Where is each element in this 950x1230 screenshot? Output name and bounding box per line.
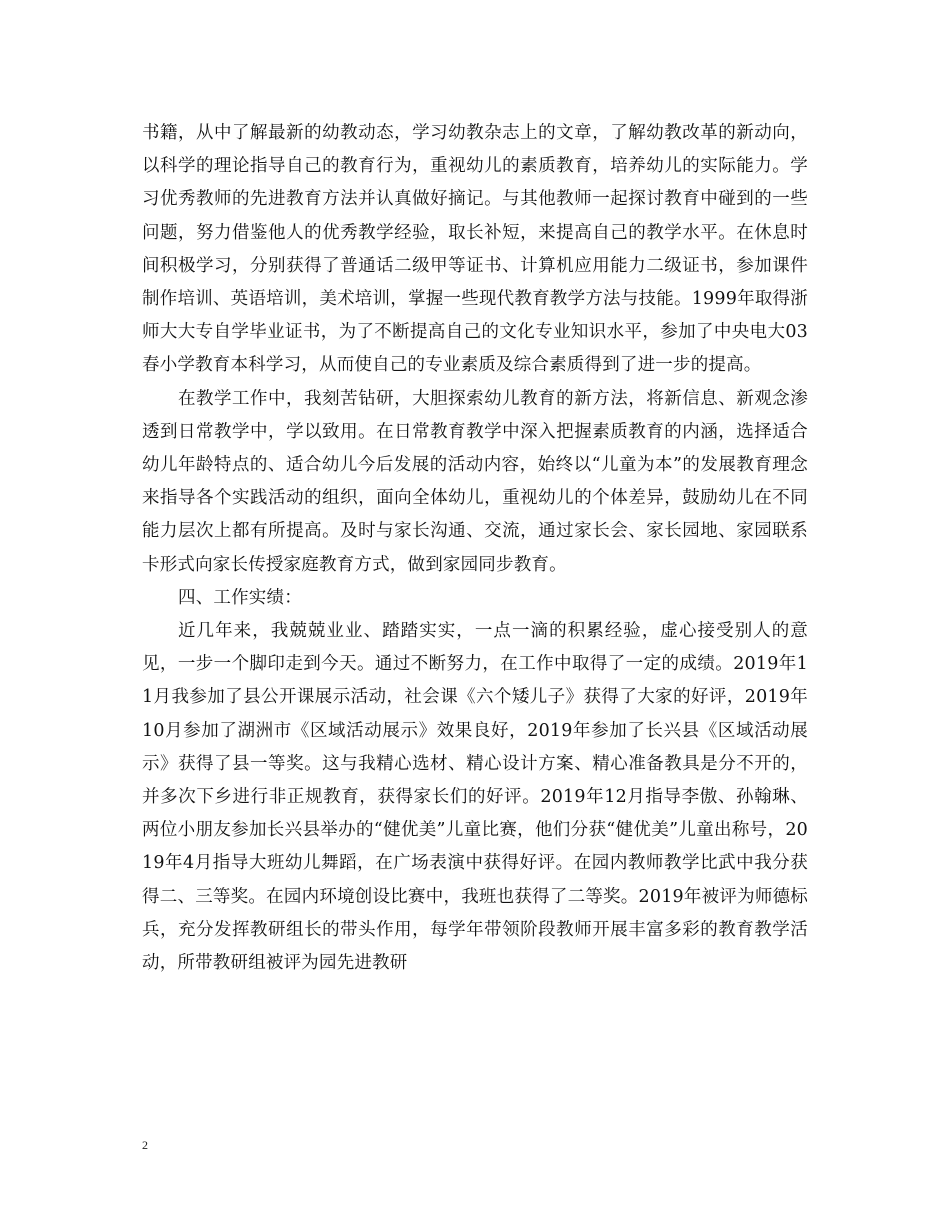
section-heading-achievements: 四、工作实绩： — [178, 587, 302, 608]
paragraph-continuation-study: 书籍，从中了解最新的幼教动态，学习幼教杂志上的文章，了解幼教改革的新动向，以科学的理论指导自己的教育行为，重视幼儿的素质教育，培养幼儿的实际能力。学习优秀教师的先进教育方法并认真做好摘记。与其他教师一起探讨教育中碰到的一些问题，努力借鉴他人的优秀教学经验，取长补短，来提高自己的教学水平。在休息时间积极学习，分别获得了普通话二级甲等证书、计算机应用能力二级证书，参加课件制作培训、英语培训，美术培训，掌握一些现代教育教学方法与技能。1999年取得浙师大大专自学毕业证书，为了不断提高自己的文化专业知识水平，参加了中央电大03春小学教育本科学习，从而使自己的专业素质及综合素质得到了进一步的提高。 — [142, 123, 808, 376]
paragraph-achievements: 近几年来，我兢兢业业、踏踏实实，一点一滴的积累经验，虚心接受别人的意见，一步一个脚印走到今天。通过不断努力，在工作中取得了一定的成绩。2019年11月我参加了县公开课展示活动，社会课《六个矮儿子》获得了大家的好评，2019年10月参加了湖洲市《区域活动展示》效果良好，2019年参加了长兴县《区域活动展示》获得了县一等奖。这与我精心选材、精心设计方案、精心准备教具是分不开的，并多次下乡进行非正规教育，获得家长们的好评。2019年12月指导李傲、孙翰琳、两位小朋友参加长兴县举办的“健优美”儿童比赛，他们分获“健优美”儿童出称号，2019年4月指导大班幼儿舞蹈，在广场表演中获得好评。在园内教师教学比武中我分获得二、三等奖。在园内环境创设比赛中，我班也获得了二等奖。2019年被评为师德标兵，充分发挥教研组长的带头作用，每学年带领阶段教师开展丰富多彩的教育教学活动，所带教研组被评为园先进教研 — [142, 621, 808, 974]
page-number: 2 — [142, 1138, 148, 1152]
paragraph-teaching-work: 在教学工作中，我刻苦钻研，大胆探索幼儿教育的新方法，将新信息、新观念渗透到日常教学中，学以致用。在日常教育教学中深入把握素质教育的内涵，选择适合幼儿年龄特点的、适合幼儿今后发展的活动内容，始终以“儿童为本”的发展教育理念来指导各个实践活动的组织，面向全体幼儿，重视幼儿的个体差异，鼓励幼儿在不同能力层次上都有所提高。及时与家长沟通、交流，通过家长会、家长园地、家园联系卡形式向家长传授家庭教育方式，做到家园同步教育。 — [142, 388, 808, 575]
document-body — [142, 117, 808, 980]
